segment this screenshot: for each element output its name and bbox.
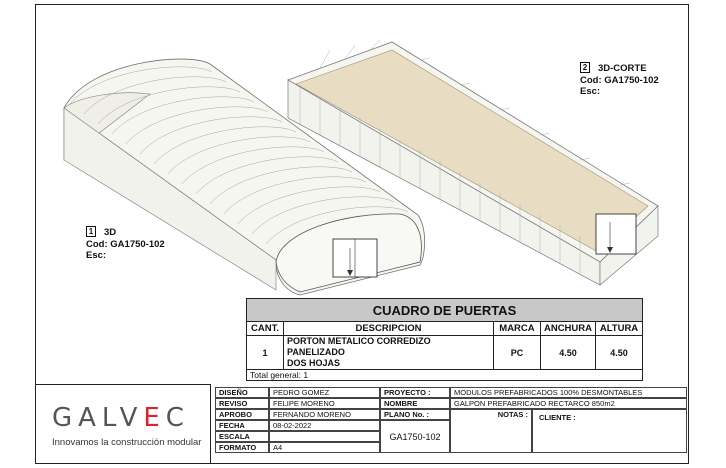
cliente-label: CLIENTE : bbox=[532, 409, 687, 453]
plano-label: PLANO No. : bbox=[380, 409, 450, 420]
description-line: DOS HOJAS bbox=[287, 358, 341, 368]
view-1-label bbox=[86, 226, 165, 262]
proyecto-label: PROYECTO : bbox=[380, 387, 450, 398]
company-logo: GALVEC bbox=[52, 403, 190, 433]
view-code: GA1750-102 bbox=[110, 238, 165, 250]
nombre-value: GALPON PREFABRICADO RECTARCO 850m2 bbox=[450, 398, 687, 409]
fecha-label: FECHA bbox=[215, 420, 269, 431]
column-header: ANCHURA bbox=[540, 322, 595, 336]
door-schedule-title: CUADRO DE PUERTAS bbox=[247, 299, 643, 322]
door-schedule-table bbox=[246, 298, 643, 381]
view-code: GA1750-102 bbox=[604, 74, 659, 86]
formato-value: A4 bbox=[269, 442, 380, 453]
view-number-badge: 1 bbox=[86, 226, 96, 237]
escala-label: ESCALA bbox=[215, 431, 269, 442]
view-title: 3D-CORTE bbox=[598, 63, 647, 74]
column-header: CANT. bbox=[247, 322, 284, 336]
total-general: Total general: 1 bbox=[247, 370, 643, 381]
nombre-label: NOMBRE bbox=[380, 398, 450, 409]
reviso-label: REVISO bbox=[215, 398, 269, 409]
escala-value bbox=[269, 431, 380, 442]
title-block-grid bbox=[215, 387, 689, 464]
description-line: PORTON METALICO CORREDIZO PANELIZADO bbox=[287, 336, 431, 357]
aprobo-label: APROBO bbox=[215, 409, 269, 420]
view-title: 3D bbox=[104, 227, 117, 238]
column-header: ALTURA bbox=[596, 322, 643, 336]
reviso-value: FELIPE MORENO bbox=[269, 398, 380, 409]
plano-value: GA1750-102 bbox=[380, 420, 450, 453]
cell-anchura: 4.50 bbox=[540, 336, 595, 370]
company-slogan: Innovamos la construcción modular bbox=[52, 437, 202, 448]
logo-panel bbox=[35, 384, 211, 464]
cell-altura: 4.50 bbox=[596, 336, 643, 370]
notas-label: NOTAS : bbox=[450, 409, 532, 453]
view-code-label: Cod: bbox=[86, 238, 108, 250]
view-2-label bbox=[580, 62, 659, 98]
diseno-label: DISEÑO bbox=[215, 387, 269, 398]
view-number-badge: 2 bbox=[580, 62, 590, 73]
column-header: MARCA bbox=[493, 322, 540, 336]
diseno-value: PEDRO GOMEZ bbox=[269, 387, 380, 398]
column-header: DESCRIPCION bbox=[284, 322, 494, 336]
cell-description bbox=[284, 336, 494, 370]
cell-marca: PC bbox=[493, 336, 540, 370]
proyecto-value: MODULOS PREFABRICADOS 100% DESMONTABLES bbox=[450, 387, 687, 398]
formato-label: FORMATO bbox=[215, 442, 269, 453]
view-scale-label: Esc: bbox=[580, 86, 601, 97]
view-code-label: Cod: bbox=[580, 74, 602, 86]
view-scale-label: Esc: bbox=[86, 250, 107, 261]
cell-cant: 1 bbox=[247, 336, 284, 370]
title-block bbox=[35, 384, 689, 464]
table-row bbox=[247, 336, 643, 370]
aprobo-value: FERNANDO MORENO bbox=[269, 409, 380, 420]
fecha-value: 08-02-2022 bbox=[269, 420, 380, 431]
